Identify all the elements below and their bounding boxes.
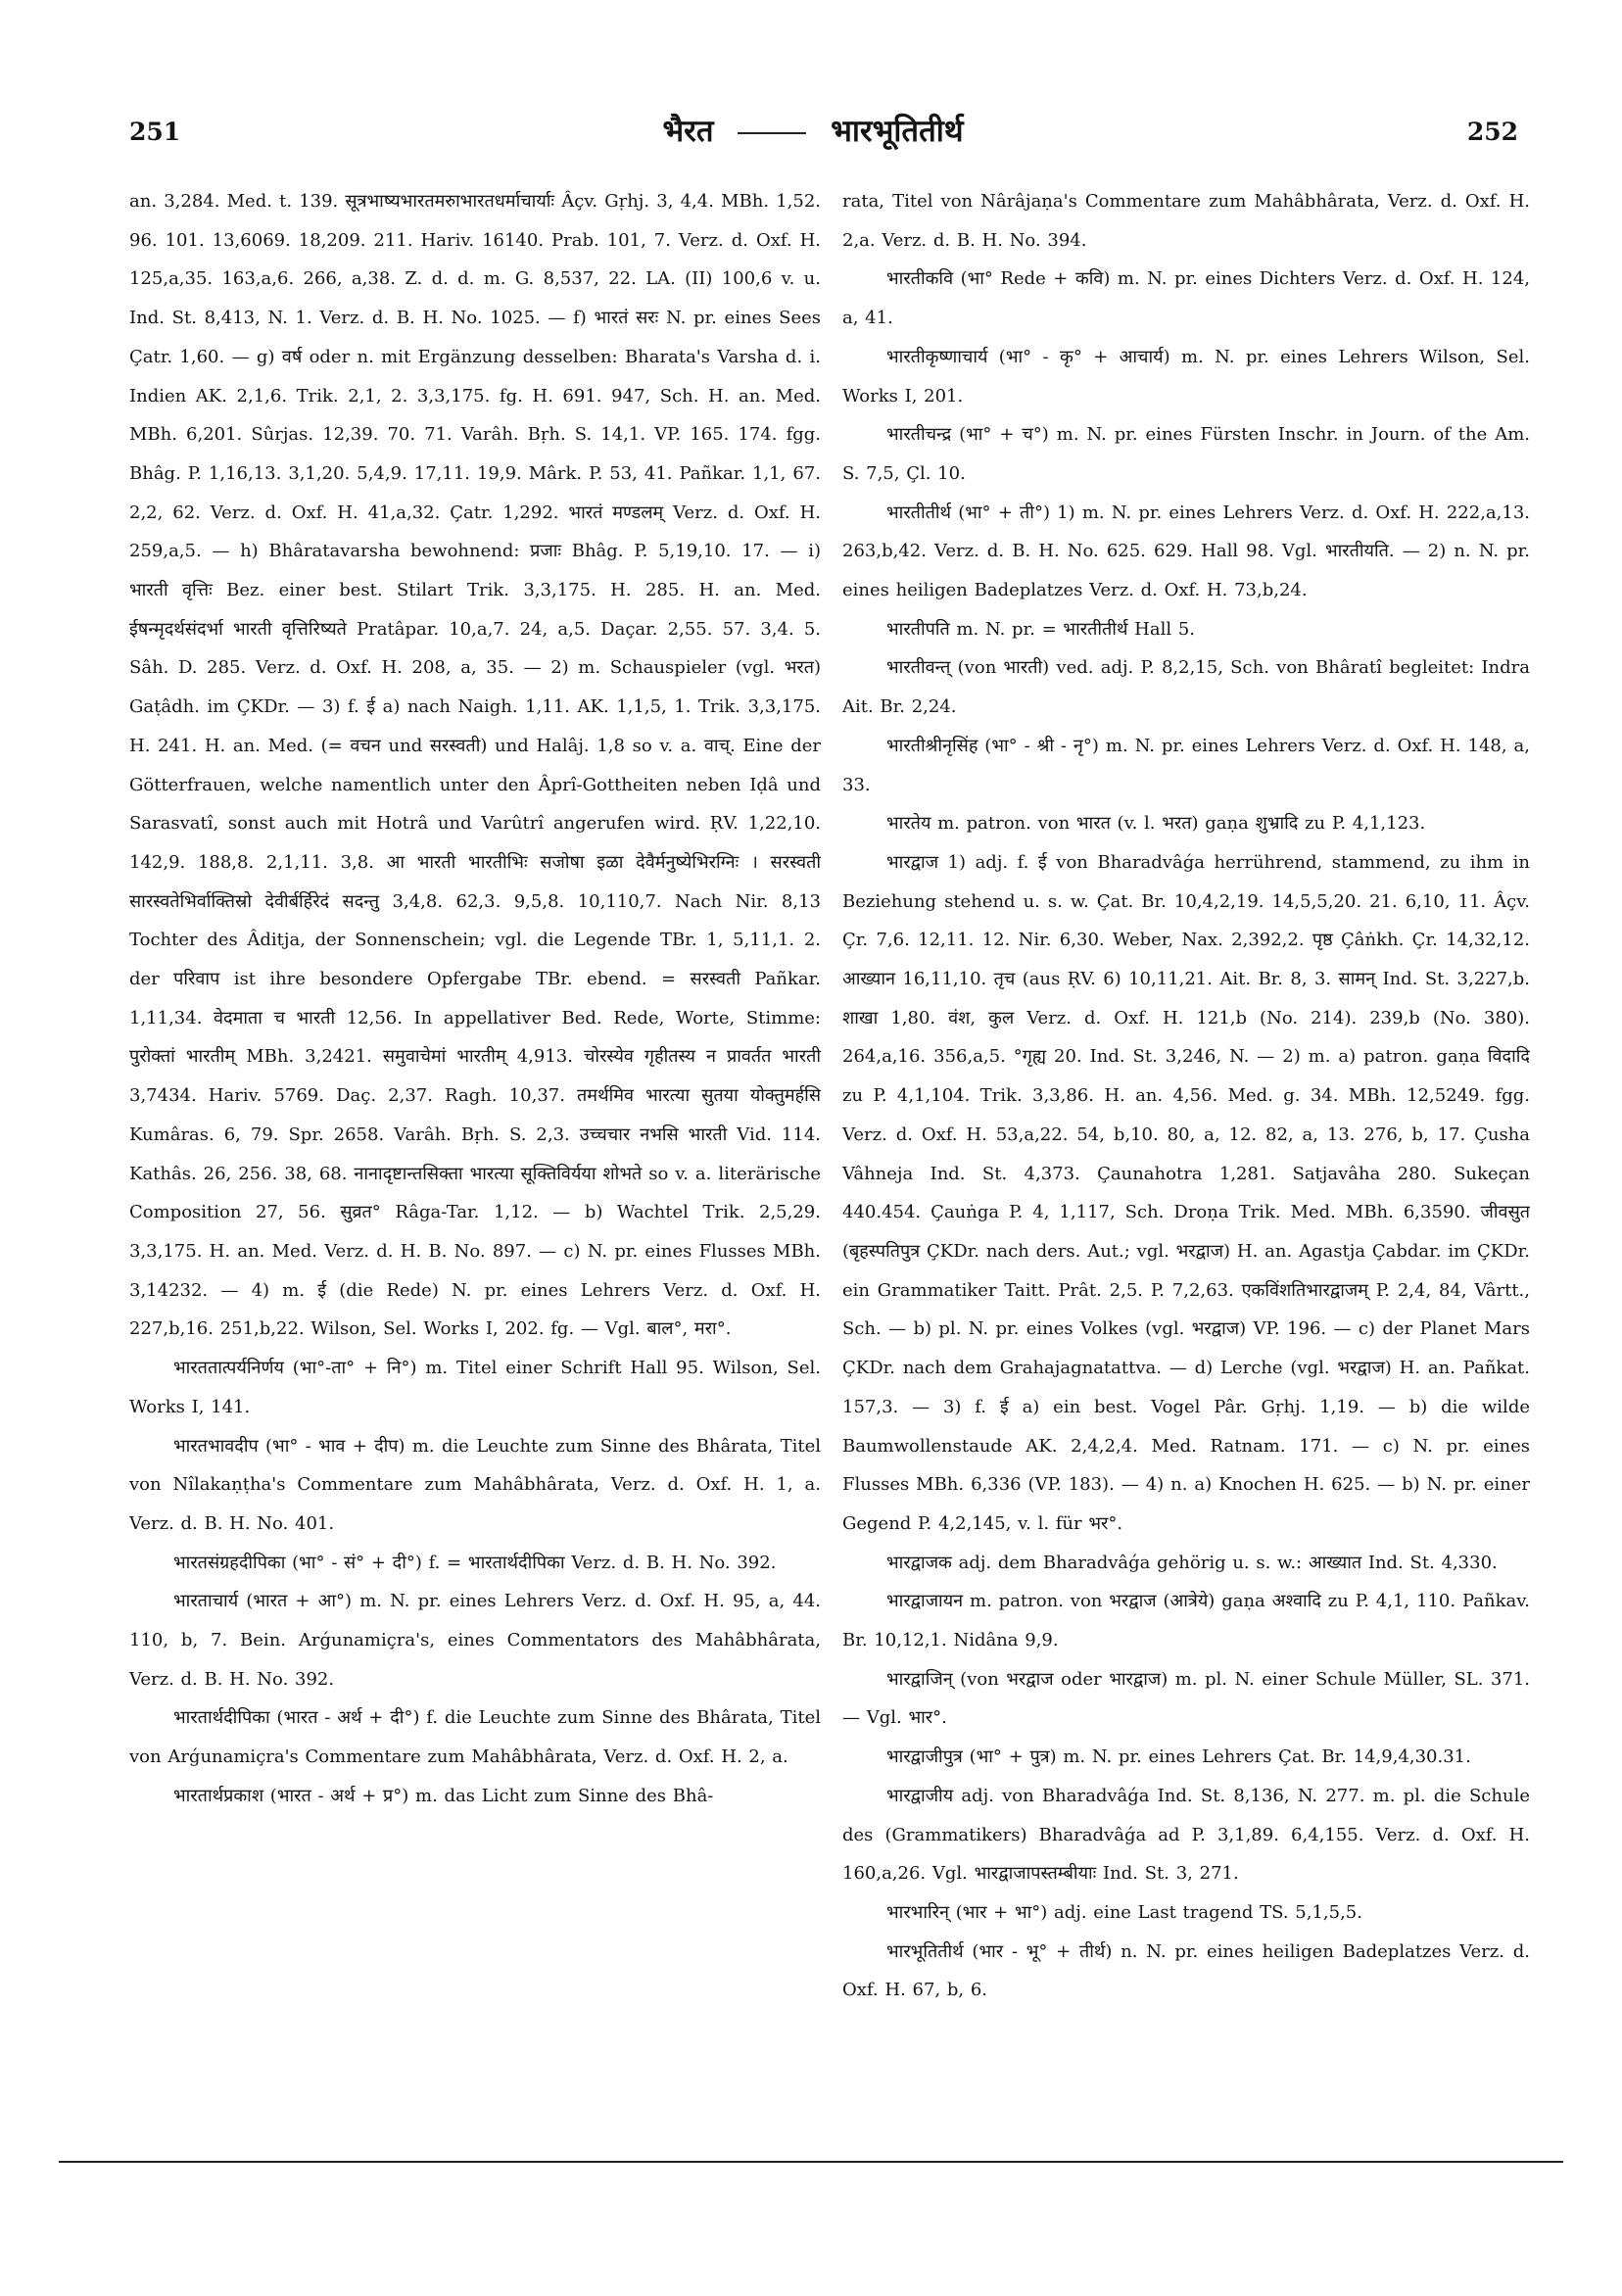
entry-bharatikavi: भारतीकवि (भा° Rede + कवि) m. N. pr. eines Dichters Verz. d. Oxf. H. 124, a, 41. — [842, 268, 1530, 329]
entry-bharata-continued: an. 3,284. Med. t. 139. सूत्रभाष्यभारतमरुाभारतधर्माचार्याः Âçv. Gṛhj. 3, 4,4. MBh. 1,52. 96. 101. 13,6069. 18,209. 211. Hariv. 16140. Prab. 101, 7. Verz. d. Oxf. H. 125,a,35. 163,a,6. 266, a,38. Z. d. d. m. G. 8,537, 22. LA. (II) 100,6 v. u. Ind. St. 8,413, N. 1. Verz. d. B. H. No. 1025. — f) भारतं सरः N. pr. eines Sees Çatr. 1,60. — g) वर्ष oder n. mit Ergänzung desselben: Bharata's Varsha d. i. Indien AK. 2,1,6. Trik. 2,1, 2. 3,3,175. fg. H. 691. 947, Sch. H. an. Med. MBh. 6,201. Sûrjas. 12,39. 70. 71. Varâh. Bṛh. S. 14,1. VP. 165. 174. fgg. Bhâg. P. 1,16,13. 3,1,20. 5,4,9. 17,11. 19,9. Mârk. P. 53, 41. Pañkar. 1,1, 67. 2,2, 62. Verz. d. Oxf. H. 41,a,32. Çatr. 1,292. भारतं मण्डलम् Verz. d. Oxf. H. 259,a,5. — h) Bhâratavarsha bewohnend: प्रजाः Bhâg. P. 5,19,10. 17. — i) भारती वृत्तिः Bez. einer best. Stilart Trik. 3,3,175. H. 285. H. an. Med. ईषन्मृदर्थसंदर्भा भारती वृत्तिरिष्यते Pratâpar. 10,a,7. 24, a,5. Daçar. 2,55. 57. 3,4. 5. Sâh. D. 285. Verz. d. Oxf. H. 208, a, 35. — 2) m. Schauspieler (vgl. भरत) Gaṭâdh. im ÇKDr. — 3) f. ई a) nach Naigh. 1,11. AK. 1,1,5, 1. Trik. 3,3,175. H. 241. H. an. Med. (= वचन und सरस्वती) und Halâj. 1,8 so v. a. वाच्. Eine der Götterfrauen, welche namentlich unter den Âprî-Gottheiten neben Iḍâ und Sarasvatî, sonst auch mit Hotrâ und Varûtrî angerufen wird. ṚV. 1,22,10. 142,9. 188,8. 2,1,11. 3,8. आ भारती भारतीभिः सजोषा इळा देवैर्मनुष्येभिरग्निः । सरस्वती सारस्वतेभिर्वाक्तिस्रो देवीर्बर्हिरेदं सदन्तु 3,4,8. 62,3. 9,5,8. 10,110,7. Nach Nir. 8,13 Tochter des Âditja, der Sonnenschein; vgl. die Legende TBr. 1, 5,11,1. 2. der परिवाप ist ihre besondere Opfergabe TBr. ebend. = सरस्वती Pañkar. 1,11,34. वेदमाता च भारती 12,56. In appellativer Bed. Rede, Worte, Stimme: पुरोक्तां भारतीम् MBh. 3,2421. समुवाचेमां भारतीम् 4,913. चोरस्येव गृहीतस्य न प्रावर्तत भारती 3,7434. Hariv. 5769. Daç. 2,37. Ragh. 10,37. तमर्थमिव भारत्या सुतया योक्तुमर्हसि Kumâras. 6, 79. Spr. 2658. Varâh. Bṛh. S. 2,3. उच्चचार नभसि भारती Vid. 114. Kathâs. 26, 256. 38, 68. नानादृष्टान्तसिक्ता भारत्या सूक्तिविर्यया शोभते so v. a. literärische Composition 27, 56. सुव्रत° Râga-Tar. 1,12. — b) Wachtel Trik. 2,5,29. 3,3,175. H. an. Med. Verz. d. H. B. No. 897. — c) N. pr. eines Flusses MBh. 3,14232. — 4) m. ई (die Rede) N. pr. eines Lehrers Verz. d. Oxf. H. 227,b,16. 251,b,22. Wilson, Sel. Works I, 202. fg. — Vgl. बाल°, मरा°. — [129, 191, 821, 1340]
entry-bharadvaja: भारद्वाज 1) adj. f. ई von Bharadvâǵa herrührend, stammend, zu ihm in Beziehung stehend u. s. w. Çat. Br. 10,4,2,19. 14,5,5,20. 21. 6,10, 11. Âçv. Çr. 7,6. 12,11. 12. Nir. 6,30. Weber, Nax. 2,392,2. पृष्ठ Çâṅkh. Çr. 14,32,12. आख्यान 16,11,10. तृच (aus ṚV. 6) 10,11,21. Ait. Br. 8, 3. सामन् Ind. St. 3,227,b. शाखा 1,80. वंश, कुल Verz. d. Oxf. H. 121,b (No. 214). 239,b (No. 380). 264,a,16. 356,a,5. °गृह्य 20. Ind. St. 3,246, N. — 2) m. a) patron. gaṇa विदादि zu P. 4,1,104. Trik. 3,3,86. H. an. 4,56. Med. g. 34. MBh. 12,5249. fgg. Verz. d. Oxf. H. 53,a,22. 54, b,10. 80, a, 12. 82, a, 13. 276, b, 17. Çusha Vâhneja Ind. St. 4,373. Çaunahotra 1,281. Satjavâha 280. Sukeçan 440.454. Çauṅga P. 4, 1,117, Sch. Droṇa Trik. Med. MBh. 6,3590. जीवसुत (बृहस्पतिपुत्र ÇKDr. nach ders. Aut.; vgl. भरद्वाज) H. an. Agastja Çabdar. im ÇKDr. ein Grammatiker Taitt. Prât. 2,5. P. 7,2,63. एकविंशतिभारद्वाजम् P. 2,4, 84, Vârtt., Sch. — b) pl. N. pr. eines Volkes (vgl. भरद्वाज) VP. 196. — c) der Planet Mars ÇKDr. nach dem Grahajagnatattva. — d) Lerche (vgl. भरद्वाज) H. an. Pañkat. 157,3. — 3) f. ई a) ein best. Vogel Pâr. Gṛhj. 1,19. — b) die wilde Baumwollenstaude AK. 2,4,2,4. Med. Ratnam. 171. — c) N. pr. eines Flusses MBh. 6,336 (VP. 183). — 4) n. a) Knochen H. 625. — b) N. pr. einer Gegend P. 4,2,145, v. l. für भर°. — [842, 851, 1530, 1534]
entry-bharabhutitirtha: भारभूतितीर्थ (भार - भू° + तीर्थ) n. N. pr. eines heiligen Badeplatzes Verz. d. Oxf. H. 67, b, 6. — [842, 1940, 1530, 2001]
entry-bharateya: भारतेय m. patron. von भारत (v. l. भरत) gaṇa शुभ्रादि zu P. 4,1,123. — [886, 813, 1426, 835]
page-number-right: 252 — [1466, 118, 1518, 146]
entry-bharadvajaka: भारद्वाजक adj. dem Bharadvâǵa gehörig u. s. w.: आख्यात Ind. St. 4,330. — [886, 1552, 1498, 1573]
entry-bharadvajayana: भारद्वाजायन m. patron. von भरद्वाज (आत्रेये) gaṇa अश्वादि zu P. 4,1, 110. Pañkav. Br. 10,12,1. Nidâna 9,9. — [842, 1591, 1530, 1651]
header-title — [108, 110, 1518, 151]
entry-bharatabhavadipa: भारतभावदीप (भा° - भाव + दीप) m. die Leuchte zum Sinne des Bhârata, Titel von Nîlakaṇṭha's Commentare zum Mahâbhârata, Verz. d. Oxf. H. 1, a. Verz. d. B. H. No. 401. — [129, 1435, 821, 1534]
entry-bharatarthaprakasa-continued: rata, Titel von Nârâjaṇa's Commentare zum Mahâbhârata, Verz. d. Oxf. H. 2,a. Verz. d. B. H. No. 394. — [842, 191, 1530, 251]
entry-bharatisrinrsimha: भारतीश्रीनृसिंह (भा° - श्री - नृ°) m. N. pr. eines Lehrers Verz. d. Oxf. H. 148, a, 33. — [842, 735, 1530, 795]
entry-bharatitirtha: भारतीतीर्थ (भा° + ती°) 1) m. N. pr. eines Lehrers Verz. d. Oxf. H. 222,a,13. 263,b,42. Verz. d. B. H. No. 625. 629. Hall 98. Vgl. भारतीयति. — 2) n. N. pr. eines heiligen Badeplatzes Verz. d. Oxf. H. 73,b,24. — [842, 502, 1530, 601]
entry-bharadvajiputra: भारद्वाजीपुत्र (भा° + पुत्र) m. N. pr. eines Lehrers Çat. Br. 14,9,4,30.31. — [886, 1746, 1471, 1768]
page-number-left: 251 — [129, 118, 181, 146]
entry-bharadvajin: भारद्वाजिन् (von भरद्वाज oder भारद्वाज) m. pl. N. einer Schule Müller, SL. 371. — Vgl. भार°. — [842, 1668, 1530, 1729]
header-word-right: भारभूतितीर्थ — [831, 114, 964, 149]
header-word-left: भैरत — [662, 114, 714, 149]
bottom-rule — [59, 2161, 1563, 2163]
entry-bharatasamgrahadipika: भारतसंग्रहदीपिका (भा° - सं° + दी°) f. = भारतार्थदीपिका Verz. d. B. H. No. 392. — [173, 1552, 777, 1573]
entry-bharatipati: भारतीपति m. N. pr. = भारतीतीर्थ Hall 5. — [886, 618, 1196, 640]
entry-bharativant: भारतीवन्त् (von भारती) ved. adj. P. 8,2,15, Sch. von Bhâratî begleitet: Indra Ait. Br. 2,24. — [842, 657, 1530, 718]
entry-bharatikrsnacarya: भारतीकृष्णाचार्य (भा° - कृ° + आचार्य) m. N. pr. eines Lehrers Wilson, Sel. Works I, 201. — [842, 346, 1530, 407]
header-dash — [738, 132, 806, 134]
left-column — [129, 182, 821, 2127]
entry-bharatacarya: भारताचार्य (भारत + आ°) m. N. pr. eines Lehrers Verz. d. Oxf. H. 95, a, 44. 110, b, 7. Bein. Arǵunamiçra's, eines Commentators des Mahâbhârata, Verz. d. B. H. No. 392. — [129, 1591, 821, 1690]
entry-bharabharin: भारभारिन् (भार + भा°) adj. eine Last tragend TS. 5,1,5,5. — [886, 1901, 1362, 1923]
entry-bharatatatparyanirnaya: भारततात्पर्यनिर्णय (भा°-ता° + नि°) m. Titel einer Schrift Hall 95. Wilson, Sel. Works I, 141. — [129, 1358, 821, 1417]
right-column — [842, 182, 1530, 2127]
entry-bharadvajiya: भारद्वाजीय adj. von Bharadvâǵa Ind. St. 8,136, N. 277. m. pl. die Schule des (Grammatikers) Bharadvâǵa ad P. 3,1,89. 6,4,155. Verz. d. Oxf. H. 160,a,26. Vgl. भारद्वाजापस्तम्बीयाः Ind. St. 3, 271. — [842, 1785, 1530, 1885]
running-header — [108, 110, 1518, 159]
entry-bharatarthaprakasa: भारतार्थप्रकाश (भारत - अर्थ + प्र°) m. das Licht zum Sinne des Bhâ- — [173, 1785, 714, 1806]
entry-bharaticandra: भारतीचन्द्र (भा° + च°) m. N. pr. eines Fürsten Inschr. in Journ. of the Am. S. 7,5, Çl. 10. — [842, 424, 1530, 484]
entry-bharatarthadipika: भारतार्थदीपिका (भारत - अर्थ + दी°) f. die Leuchte zum Sinne des Bhârata, Titel von Arǵunamiçra's Commentare zum Mahâbhârata, Verz. d. Oxf. H. 2, a. — [129, 1707, 821, 1768]
